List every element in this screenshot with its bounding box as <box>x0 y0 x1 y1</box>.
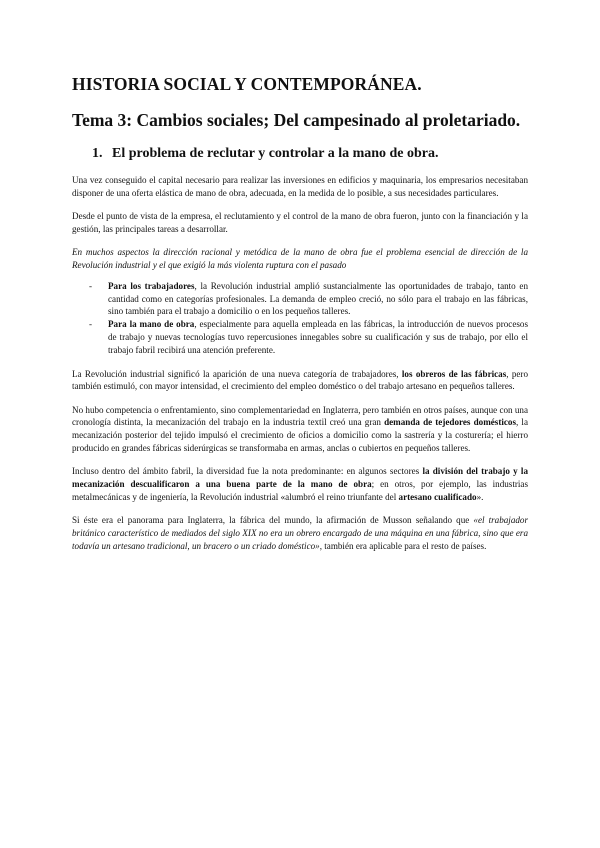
document-content <box>72 74 528 563</box>
paragraph-1: Una vez conseguido el capital necesario para realizar las inversiones en edificios y maquinaria, los empresarios necesitaban disponer de una oferta elástica de mano de obra, adecuada, en la medida de lo posible, a sus necesidades particulares. <box>72 175 528 198</box>
paragraph-7 <box>72 514 528 552</box>
section-title: El problema de reclutar y controlar a la mano de obra. <box>112 146 439 161</box>
p4-bold: los obreros de las fábricas <box>401 368 507 379</box>
p5-text-a: No hubo competencia o enfrentamiento, sino complementariedad en Inglaterra, pero también en otros países, aunque con una cronología distinta, la mecanización del trabajo en la industria textil creó una gran <box>72 404 528 428</box>
bullet-text-labor: , especialmente para aquella empleada en las fábricas, la introducción de nuevos procesos de trabajo y nuevas tecnologías tuvo repercusiones innegables sobre su cualificación y sus de trabajo, por ello el trabajo fabril recibirá una atención preferente. <box>108 319 528 355</box>
paragraph-5 <box>72 404 528 455</box>
p5-text-c: , la mecanización posterior del tejido impulsó el crecimiento de oficios a domicilio como la sastrería y la costurería; el hierro producido en grandes fábricas siderúrgicas se transformaba en armas, anclas o cubiertos en pequeños talleres. <box>72 417 528 454</box>
p6-text-c: ; en otros, por ejemplo, las industrias metalmecánicas y de ingeniería, la Revolución industrial «alumbró el reino triunfante del <box>72 479 528 502</box>
p5-bold: demanda de tejedores domésticos <box>384 417 517 428</box>
p6-text-a: Incluso dentro del ámbito fabril, la diversidad fue la nota predominante: en algunos sectores <box>72 466 423 477</box>
p7-text-a: Si éste era el panorama para Inglaterra, la fábrica del mundo, la afirmación de Musson señalando que <box>72 515 474 526</box>
p4-text-a: La Revolución industrial significó la aparición de una nueva categoría de trabajadores, <box>72 368 402 379</box>
document-title: HISTORIA SOCIAL Y CONTEMPORÁNEA. <box>72 74 422 94</box>
p6-text-e: ». <box>476 491 484 502</box>
bullet-lead-labor: Para la mano de obra <box>108 319 195 330</box>
p6-bold: la división del trabajo y la mecanización descualificaron a una buena parte de la mano de obra <box>72 466 528 490</box>
paragraph-6 <box>72 465 528 503</box>
bullet-list <box>72 280 528 357</box>
bullet-item-workers <box>72 280 528 318</box>
p4-text-c: , pero también estimuló, con mayor intensidad, el crecimiento del empleo doméstico o del trabajo artesano en pequeños talleres. <box>72 368 528 392</box>
bullet-dash: - <box>89 319 93 330</box>
section-heading <box>92 146 528 162</box>
bullet-text-workers: , la Revolución industrial amplió sustancialmente las oportunidades de trabajo, tanto en cantidad como en categorías profesionales. La demanda de empleo creció, no sólo para el trabajo en las fábricas, sino también para el trabajo a domicilio o en los pequeños talleres. <box>108 280 528 317</box>
paragraph-2: Desde el punto de vista de la empresa, el reclutamiento y el control de la mano de obra fueron, junto con la financiación y la gestión, las principales tareas a desarrollar. <box>72 211 528 234</box>
section-number: 1. <box>92 146 103 161</box>
bullet-lead-workers: Para los trabajadores <box>108 280 195 291</box>
italic-quote-paragraph: En muchos aspectos la dirección racional y metódica de la mano de obra fue el problema esencial de dirección de la Revolución industrial y el que exigió la más violenta ruptura con el pasado <box>72 247 528 270</box>
topic-heading: Tema 3: Cambios sociales; Del campesinado al proletariado. <box>72 110 521 130</box>
p7-italic-quote: «el trabajador británico característico de mediados del siglo XIX no era un obrero encargado de una máquina en una fábrica, sino que era todavía un artesano tradicional, un bracero o un criado doméstico» <box>72 515 529 551</box>
p7-text-c: , también era aplicable para el resto de países. <box>319 540 487 551</box>
paragraph-4 <box>72 368 528 394</box>
bullet-dash: - <box>89 280 93 291</box>
bullet-item-labor <box>72 318 528 356</box>
p6-bold-2: artesano cualificado <box>398 491 477 502</box>
